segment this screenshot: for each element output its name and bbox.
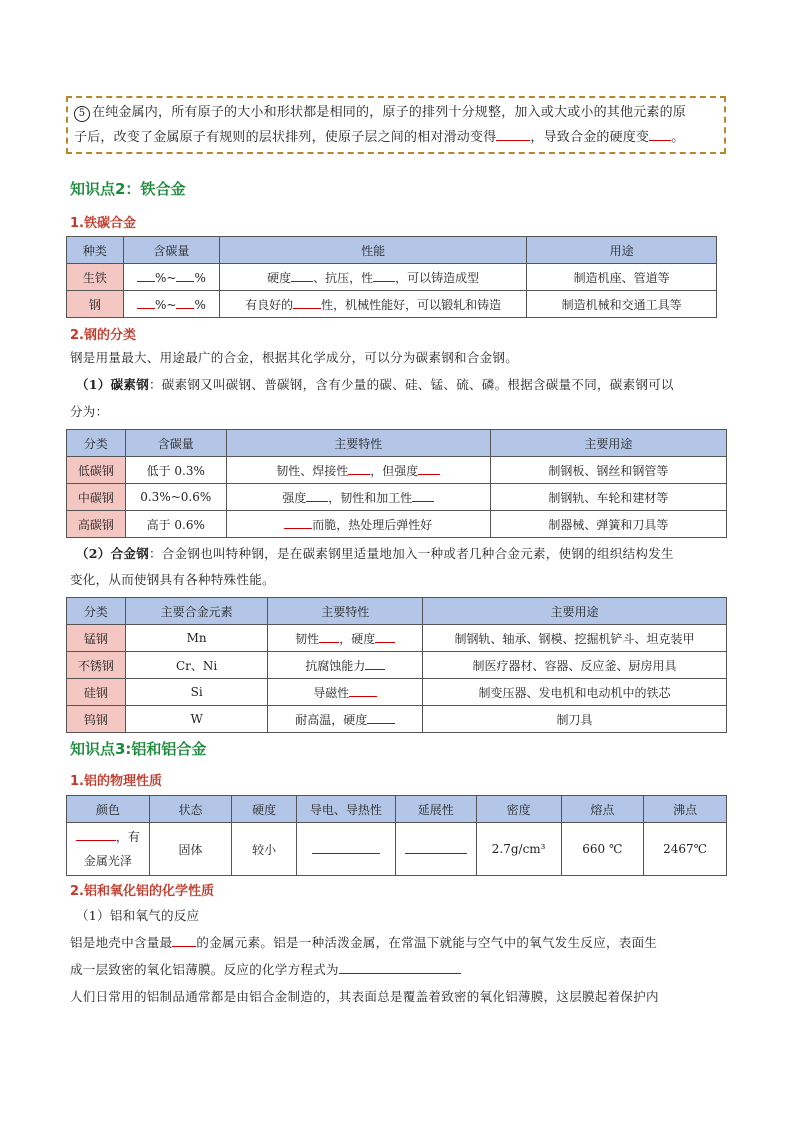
row-label: 高碳钢 [67, 511, 126, 538]
header-cell: 密度 [476, 796, 561, 823]
row-label: 低碳钢 [67, 457, 126, 484]
table-row [67, 264, 717, 291]
use-cell: 制变压器、发电机和电动机中的铁芯 [422, 679, 726, 706]
fill-blank[interactable] [176, 269, 194, 282]
row-label: 钨钢 [67, 706, 126, 733]
fill-blank[interactable] [176, 296, 194, 309]
fill-blank[interactable] [293, 296, 321, 309]
fill-blank[interactable] [349, 684, 377, 697]
performance-cell: 有良好的 性，机械性能好，可以锻轧和铸造 [220, 291, 527, 318]
aluminum-physical-table [66, 795, 727, 876]
density-cell: 2.7g/cm³ [476, 823, 561, 876]
use-cell: 制钢轨、车轮和建材等 [490, 484, 726, 511]
table-row [67, 457, 727, 484]
header-cell: 主要合金元素 [125, 598, 268, 625]
feature-cell: 韧性、焊接性 ，但强度 [226, 457, 490, 484]
feature-cell: 韧性 ，硬度 [268, 625, 423, 652]
carbon-cell: 0.3%~0.6% [125, 484, 226, 511]
note-line-1: 5 在纯金属内，所有原子的大小和形状都是相同的，原子的排列十分规整，加入或大或小的其他元素的原 [68, 100, 724, 125]
carbon-cell: %~ % [123, 291, 219, 318]
fill-blank[interactable] [367, 711, 395, 724]
row-label: 生铁 [67, 264, 124, 291]
section-4-heading: 2.铝和氧化铝的化学性质 [70, 884, 214, 899]
header-cell: 种类 [67, 237, 124, 264]
alloy-steel-table [66, 597, 727, 733]
fill-blank[interactable] [319, 630, 339, 643]
header-cell: 含碳量 [125, 430, 226, 457]
table-row [67, 706, 727, 733]
table-row [67, 291, 717, 318]
fill-blank[interactable] [137, 269, 155, 282]
header-cell: 主要特性 [268, 598, 423, 625]
conductivity-cell [297, 823, 396, 876]
table-header-row [67, 796, 727, 823]
header-cell: 含碳量 [123, 237, 219, 264]
header-cell: 分类 [67, 430, 126, 457]
fill-blank[interactable] [284, 516, 312, 529]
table-header-row [67, 237, 717, 264]
header-cell: 分类 [67, 598, 126, 625]
fill-blank[interactable] [649, 128, 671, 141]
melting-point-cell: 660 ℃ [561, 823, 644, 876]
section-1-heading: 1.铁碳合金 [70, 216, 136, 231]
carbon-steel-table [66, 429, 727, 538]
use-cell: 制钢板、钢丝和钢管等 [490, 457, 726, 484]
table-header-row [67, 598, 727, 625]
header-cell: 主要特性 [226, 430, 490, 457]
note-line-2: 子后，改变了金属原子有规则的层状排列，使原子层之间的相对滑动变得 ，导致合金的硬度变 。 [74, 130, 685, 145]
feature-cell: 而脆，热处理后弹性好 [226, 511, 490, 538]
row-label: 硅钢 [67, 679, 126, 706]
header-cell: 状态 [149, 796, 232, 823]
boiling-point-cell: 2467℃ [644, 823, 727, 876]
fill-blank[interactable] [412, 489, 434, 502]
table-row [67, 484, 727, 511]
fill-blank[interactable] [373, 269, 395, 282]
use-cell: 制医疗器材、容器、反应釜、厨房用具 [422, 652, 726, 679]
table-row [67, 652, 727, 679]
color-cell: ，有 金属光泽 [67, 823, 150, 876]
iron-carbon-table [66, 236, 717, 318]
element-cell: Mn [125, 625, 268, 652]
header-cell: 硬度 [232, 796, 297, 823]
hardness-cell: 较小 [232, 823, 297, 876]
circled-number: 5 [74, 106, 90, 122]
use-cell: 制刀具 [422, 706, 726, 733]
fill-blank[interactable] [496, 128, 530, 141]
table-row [67, 823, 727, 876]
section-3-heading: 1.铝的物理性质 [70, 774, 162, 789]
feature-cell: 强度 ，韧性和加工性 [226, 484, 490, 511]
kp3-heading: 知识点3:铝和铝合金 [70, 740, 207, 758]
oxygen-reaction-title: （1）铝和氧气的反应 [76, 908, 200, 923]
header-cell: 导电、导热性 [297, 796, 396, 823]
use-cell: 制器械、弹簧和刀具等 [490, 511, 726, 538]
aluminum-para-1: 铝是地壳中含量最 的金属元素。铝是一种活泼金属，在常温下就能与空气中的氧气发生反应，表面生 [70, 935, 658, 950]
steel-intro: 钢是用量最大、用途最广的合金，根据其化学成分，可以分为碳素钢和合金钢。 [70, 350, 519, 365]
header-cell: 性能 [220, 237, 527, 264]
carbon-cell: 高于 0.6% [125, 511, 226, 538]
row-label: 中碳钢 [67, 484, 126, 511]
section-2-heading: 2.钢的分类 [70, 328, 136, 343]
fill-blank[interactable] [405, 841, 467, 854]
ductility-cell [395, 823, 476, 876]
state-cell: 固体 [149, 823, 232, 876]
row-label: 钢 [67, 291, 124, 318]
alloy-steel-para: （2）合金钢：合金钢也叫特种钢，是在碳素钢里适量地加入一种或者几种合金元素，使钢的组织结构发生 [76, 546, 674, 561]
fill-blank[interactable] [418, 462, 440, 475]
feature-cell: 耐高温，硬度 [268, 706, 423, 733]
row-label: 不锈钢 [67, 652, 126, 679]
table-header-row [67, 430, 727, 457]
header-cell: 颜色 [67, 796, 150, 823]
fill-blank[interactable] [365, 657, 385, 670]
fill-blank[interactable] [312, 841, 380, 854]
feature-cell: 导磁性 [268, 679, 423, 706]
fill-blank[interactable] [291, 269, 313, 282]
use-cell: 制造机座、管道等 [527, 264, 717, 291]
fill-blank[interactable] [375, 630, 395, 643]
fill-blank[interactable] [348, 462, 370, 475]
use-cell: 制钢轨、轴承、钢模、挖掘机铲斗、坦克装甲 [422, 625, 726, 652]
header-cell: 熔点 [561, 796, 644, 823]
aluminum-para-3: 人们日常用的铝制品通常都是由铝合金制造的，其表面总是覆盖着致密的氧化铝薄膜，这层膜起着保护内 [70, 989, 659, 1004]
feature-cell: 抗腐蚀能力 [268, 652, 423, 679]
carbon-steel-para: （1）碳素钢：碳素钢又叫碳钢、普碳钢，含有少量的碳、硅、锰、硫、磷。根据含碳量不同，碳素钢可以 [76, 377, 674, 392]
header-cell: 主要用途 [422, 598, 726, 625]
kp2-heading: 知识点2：铁合金 [70, 180, 186, 198]
row-label: 锰钢 [67, 625, 126, 652]
table-row [67, 679, 727, 706]
header-cell: 主要用途 [490, 430, 726, 457]
aluminum-para-2: 成一层致密的氧化铝薄膜。反应的化学方程式为 [70, 957, 730, 983]
element-cell: W [125, 706, 268, 733]
fill-blank[interactable] [306, 489, 328, 502]
carbon-steel-para-cont: 分为： [70, 404, 109, 419]
table-row [67, 511, 727, 538]
table-row [67, 625, 727, 652]
use-cell: 制造机械和交通工具等 [527, 291, 717, 318]
header-cell: 用途 [527, 237, 717, 264]
carbon-cell: 低于 0.3% [125, 457, 226, 484]
header-cell: 延展性 [395, 796, 476, 823]
header-cell: 沸点 [644, 796, 727, 823]
carbon-cell: %~ % [123, 264, 219, 291]
fill-blank[interactable] [172, 934, 196, 947]
fill-blank[interactable] [137, 296, 155, 309]
note-box [66, 96, 726, 154]
element-cell: Cr、Ni [125, 652, 268, 679]
element-cell: Si [125, 679, 268, 706]
alloy-steel-para-cont: 变化，从而使钢具有各种特殊性能。 [70, 572, 275, 587]
performance-cell: 硬度 、抗压，性 ，可以铸造成型 [220, 264, 527, 291]
fill-blank[interactable] [76, 828, 116, 841]
equation-blank[interactable] [339, 961, 461, 974]
